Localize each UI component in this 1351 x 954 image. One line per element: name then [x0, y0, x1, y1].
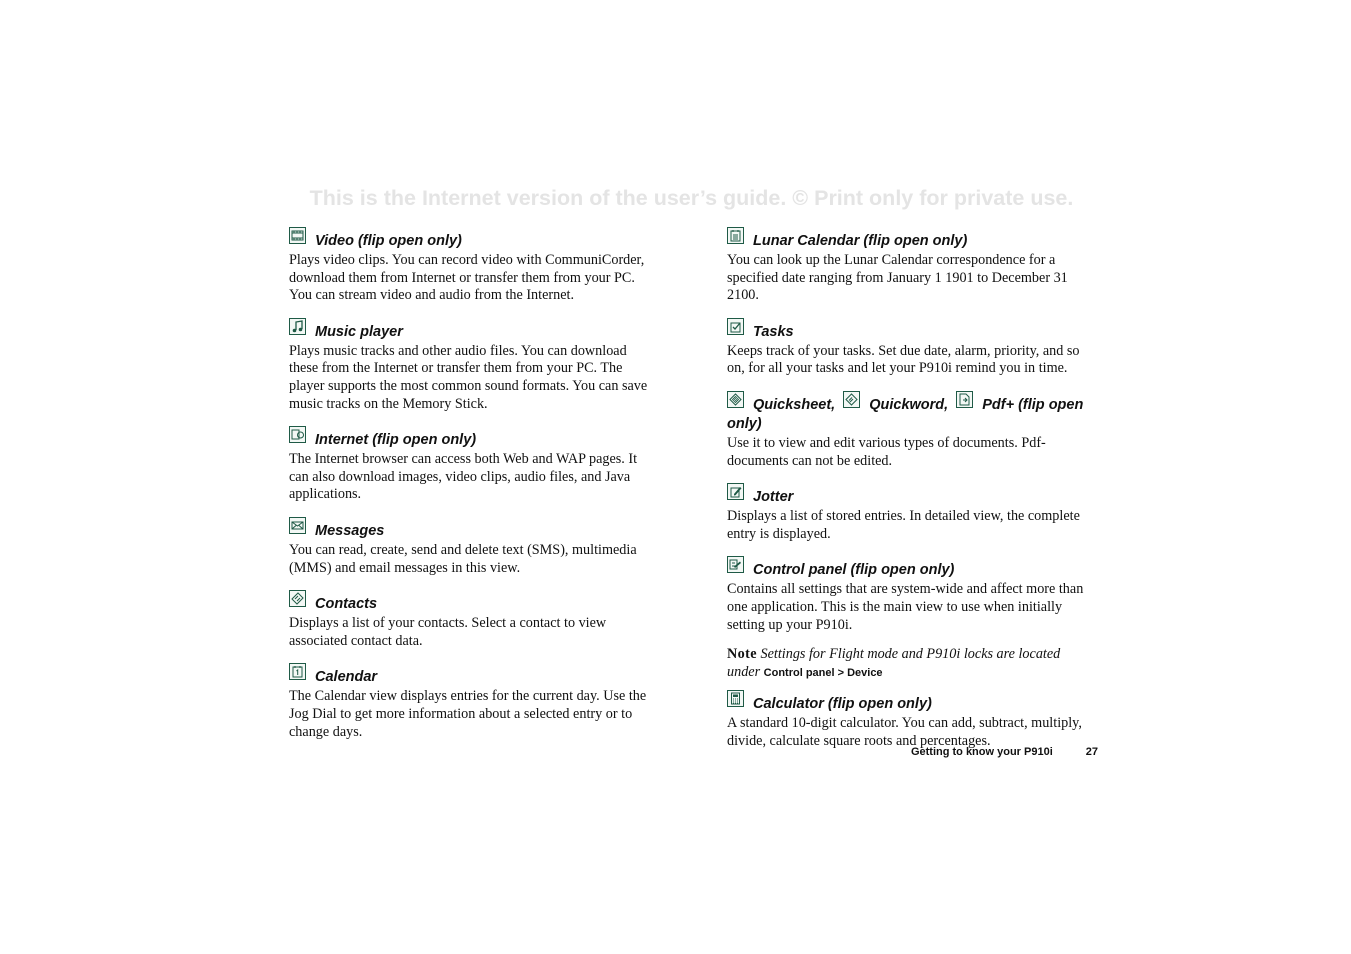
- entry-text: A standard 10-digit calculator. You can add, subtract, multiply, divide, calculate square roots and percentages.: [727, 715, 1082, 749]
- entry-title: Music player: [315, 323, 403, 340]
- entry-internet: [289, 427, 657, 504]
- calendar-icon: [289, 663, 306, 680]
- entry-title-tail: only): [727, 415, 762, 432]
- entry-title-quickword: Quickword,: [869, 396, 949, 413]
- entry-jotter: [727, 484, 1095, 543]
- pdf-icon: [956, 391, 973, 408]
- entry-title: Calendar: [315, 669, 378, 686]
- entry-calculator: [727, 691, 1095, 750]
- entry-music-player: [289, 319, 657, 413]
- entry-contacts: [289, 591, 657, 650]
- entry-text: The Calendar view displays entries for the current day. Use the Jog Dial to get more information about a selected entry or to change days.: [289, 688, 647, 740]
- entry-text: Plays video clips. You can record video with CommuniCorder, download them from Internet or transfer them from your PC. You can stream video and audio from the Internet.: [289, 252, 645, 304]
- page-footer: [727, 746, 1098, 758]
- entry-text: Plays music tracks and other audio files. You can download these from the Internet or transfer them from your PC. The player supports the most common sound formats. You can save music tracks on the Memory Stick.: [289, 342, 648, 412]
- entry-control-panel: [727, 557, 1095, 634]
- entry-title: Lunar Calendar (flip open only): [753, 233, 968, 249]
- entry-calendar: [289, 664, 657, 741]
- contacts-card-icon: [289, 590, 306, 607]
- footer-section-title: Getting to know your P910i: [910, 746, 1053, 758]
- tasks-checkbox-icon: [727, 318, 744, 335]
- jotter-pencil-icon: [727, 483, 744, 500]
- entry-title: Video (flip open only): [315, 233, 462, 249]
- watermark: This is the Internet version of the user’s guide. © Print only for private use.: [309, 186, 1074, 210]
- entry-title: Contacts: [315, 596, 378, 613]
- video-icon: [289, 227, 306, 244]
- entry-title-pdf: Pdf+ (flip open: [982, 396, 1084, 413]
- entry-title: Jotter: [753, 489, 794, 506]
- note-label: Note: [727, 646, 757, 663]
- internet-icon: [289, 426, 306, 443]
- entry-documents: [727, 392, 1095, 470]
- entry-title: Tasks: [753, 323, 794, 340]
- note-path: Control panel > Device: [763, 667, 883, 680]
- entry-text: You can read, create, send and delete text (SMS), multimedia (MMS) and email messages in this view.: [289, 541, 637, 576]
- entry-title: Control panel (flip open only): [753, 562, 955, 579]
- entry-text: Displays a list of your contacts. Select a contact to view associated contact data.: [289, 615, 607, 649]
- quicksheet-icon: [727, 391, 744, 408]
- music-note-icon: [289, 318, 306, 335]
- entry-title-quicksheet: Quicksheet,: [753, 396, 836, 413]
- lunar-calendar-icon: [727, 227, 744, 244]
- entry-title: Internet (flip open only): [315, 432, 477, 449]
- note-text: Settings for Flight mode and P910i locks are located under: [727, 646, 1061, 681]
- entry-video: [289, 228, 657, 305]
- entry-tasks: [727, 319, 1095, 378]
- note: [727, 645, 1095, 682]
- entry-text: Keeps track of your tasks. Set due date, alarm, priority, and so on, for all your tasks and let your P910i remind you in time.: [727, 342, 1080, 377]
- page-number: 27: [1085, 746, 1098, 758]
- entry-text: The Internet browser can access both Web and WAP pages. It can also download images, video clips, audio files, and Java applications.: [289, 451, 638, 503]
- quickword-icon: [843, 391, 860, 408]
- entry-text: You can look up the Lunar Calendar correspondence for a specified date ranging from January 1 1901 to December 31 2100.: [727, 252, 1068, 304]
- entry-messages: [289, 518, 657, 577]
- entry-title: Messages: [315, 522, 385, 539]
- entry-title: Calculator (flip open only): [753, 696, 932, 713]
- entry-text: Contains all settings that are system-wide and affect more than one application. This is the main view to use when initially setting up your P910i.: [727, 581, 1084, 633]
- entry-text: Displays a list of stored entries. In detailed view, the complete entry is displayed.: [727, 508, 1080, 542]
- envelope-icon: [289, 517, 306, 534]
- entry-lunar-calendar: [727, 228, 1095, 305]
- left-column: [289, 228, 657, 755]
- right-column: [727, 228, 1095, 764]
- control-panel-icon: [727, 556, 744, 573]
- entry-text: Use it to view and edit various types of documents. Pdf-documents can not be edited.: [727, 434, 1046, 469]
- calculator-icon: [727, 690, 744, 707]
